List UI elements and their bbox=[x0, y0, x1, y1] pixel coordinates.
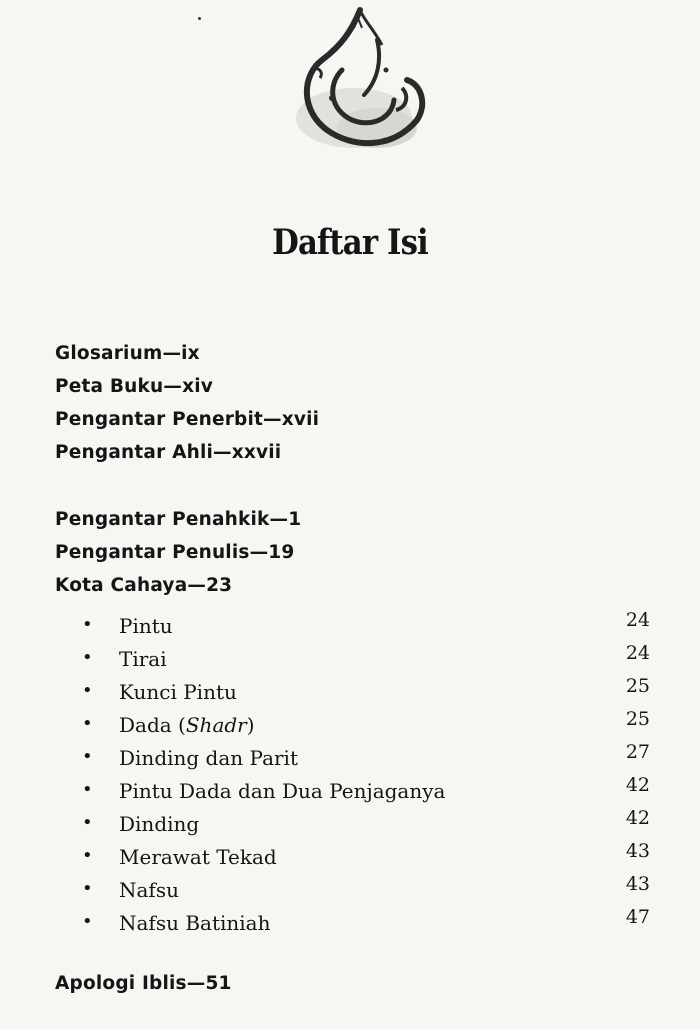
toc-subentry bbox=[80, 609, 650, 644]
subentry-page-number: 42 bbox=[625, 774, 650, 796]
toc-subentry bbox=[80, 840, 650, 875]
subentry-label: Kunci Pintu bbox=[119, 680, 237, 704]
bullet-icon: • bbox=[82, 680, 93, 701]
bullet-icon: • bbox=[82, 812, 93, 833]
toc-subentry bbox=[80, 873, 650, 908]
toc-subentry bbox=[80, 708, 650, 743]
toc-subentry bbox=[80, 741, 650, 776]
calligraphy-ornament-icon bbox=[282, 0, 442, 175]
subentry-page-number: 25 bbox=[625, 675, 650, 697]
ink-speck bbox=[198, 17, 201, 20]
bullet-icon: • bbox=[82, 746, 93, 767]
subentry-label: Nafsu bbox=[119, 878, 179, 902]
bullet-icon: • bbox=[82, 845, 93, 866]
subentry-label: Dada (Shadr) bbox=[119, 713, 255, 737]
bullet-icon: • bbox=[82, 647, 93, 668]
toc-subentry bbox=[80, 642, 650, 677]
subentry-label: Pintu bbox=[119, 614, 173, 638]
subentry-page-number: 25 bbox=[625, 708, 650, 730]
subentry-page-number: 27 bbox=[625, 741, 650, 763]
bullet-icon: • bbox=[82, 713, 93, 734]
subentry-page-number: 47 bbox=[625, 906, 650, 928]
subentry-label: Dinding dan Parit bbox=[119, 746, 298, 770]
subentry-page-number: 24 bbox=[625, 642, 650, 664]
toc-entry-pengantar-penulis: Pengantar Penulis—19 bbox=[55, 542, 295, 563]
page-title: Daftar Isi bbox=[272, 222, 428, 263]
toc-entry-pengantar-penahkik: Pengantar Penahkik—1 bbox=[55, 509, 302, 530]
bullet-icon: • bbox=[82, 779, 93, 800]
toc-entry-pengantar-ahli: Pengantar Ahli—xxvii bbox=[55, 442, 282, 463]
toc-subentry bbox=[80, 774, 650, 809]
toc-subentry bbox=[80, 675, 650, 710]
toc-subentry bbox=[80, 807, 650, 842]
toc-entry-peta-buku: Peta Buku—xiv bbox=[55, 376, 214, 397]
subentry-label: Dinding bbox=[119, 812, 200, 836]
toc-entry-kota-cahaya: Kota Cahaya—23 bbox=[55, 575, 233, 596]
subentry-label: Tirai bbox=[119, 647, 167, 671]
subentry-label: Pintu Dada dan Dua Penjaganya bbox=[119, 779, 446, 803]
subentry-label: Nafsu Batiniah bbox=[119, 911, 271, 935]
subentry-label: Merawat Tekad bbox=[119, 845, 277, 869]
toc-entry-pengantar-penerbit: Pengantar Penerbit—xvii bbox=[55, 409, 320, 430]
subentry-page-number: 24 bbox=[625, 609, 650, 631]
subentry-page-number: 43 bbox=[625, 840, 650, 862]
toc-subentry bbox=[80, 906, 650, 941]
toc-entry-glosarium: Glosarium—ix bbox=[55, 343, 200, 364]
toc-entry-apologi-iblis: Apologi Iblis—51 bbox=[55, 973, 232, 994]
subentry-page-number: 42 bbox=[625, 807, 650, 829]
subentry-page-number: 43 bbox=[625, 873, 650, 895]
bullet-icon: • bbox=[82, 911, 93, 932]
bullet-icon: • bbox=[82, 614, 93, 635]
bullet-icon: • bbox=[82, 878, 93, 899]
